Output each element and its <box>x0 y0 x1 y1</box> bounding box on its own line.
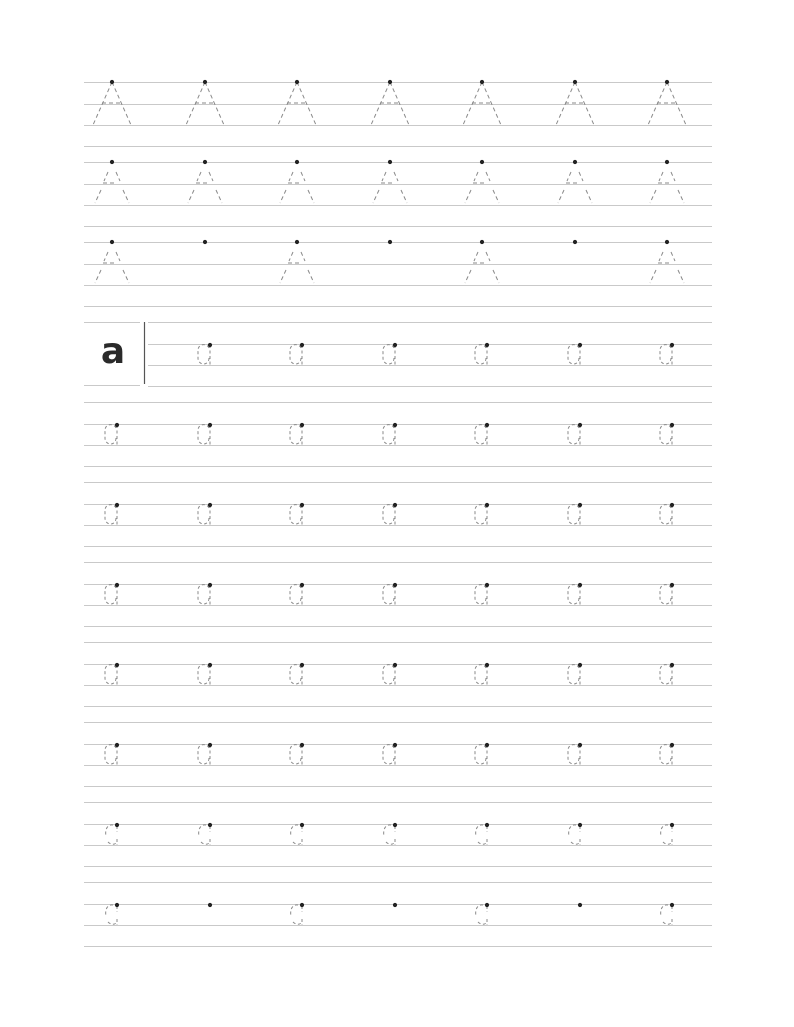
trace-stroke-bowl <box>475 665 486 684</box>
trace-stroke-bowl <box>661 905 668 916</box>
trace-stroke-bowl <box>476 825 483 836</box>
trace-stroke-bowl <box>475 745 486 764</box>
trace-stroke-right <box>301 172 305 181</box>
start-dot <box>300 583 304 587</box>
trace-stroke-left <box>280 190 286 203</box>
start-dot <box>208 503 212 507</box>
start-dot <box>115 503 119 507</box>
start-dot <box>110 80 114 84</box>
start-dot <box>110 160 114 164</box>
trace-stroke-bowl <box>568 425 579 444</box>
trace-stroke-left <box>197 172 201 181</box>
trace-stroke-bowl <box>198 585 209 604</box>
trace-stroke-left <box>382 172 386 181</box>
start-dot <box>670 743 674 747</box>
model-letter: a <box>100 331 126 372</box>
start-dot <box>115 743 119 747</box>
trace-stroke-bowl <box>476 905 483 916</box>
trace-stroke-bowl <box>660 345 671 364</box>
trace-stroke-bowl <box>198 665 209 684</box>
start-dot <box>573 160 577 164</box>
trace-stroke-right <box>671 252 675 261</box>
trace-stroke-bowl <box>660 665 671 684</box>
trace-stroke-right <box>123 190 129 203</box>
start-dot <box>670 343 674 347</box>
start-dot <box>578 663 582 667</box>
start-dot <box>480 80 484 84</box>
trace-stroke-right <box>308 270 314 283</box>
trace-stroke-left <box>474 252 478 261</box>
trace-stroke-bowl <box>478 922 487 924</box>
start-dot <box>665 80 669 84</box>
trace-stroke-bowl <box>290 665 301 684</box>
trace-stroke-bowl <box>105 425 116 444</box>
start-dot <box>670 823 674 827</box>
start-dot <box>115 823 119 827</box>
trace-stroke-bowl <box>290 585 301 604</box>
trace-stroke-right <box>390 82 409 125</box>
trace-stroke-bowl <box>105 505 116 524</box>
trace-stroke-bowl <box>105 745 116 764</box>
start-dot <box>300 823 304 827</box>
tracing-glyphs <box>93 80 686 925</box>
start-dot <box>485 343 489 347</box>
start-dot <box>388 80 392 84</box>
start-dot <box>393 743 397 747</box>
trace-stroke-right <box>209 172 213 181</box>
start-dot <box>393 663 397 667</box>
trace-stroke-bowl <box>383 665 394 684</box>
trace-stroke-bowl <box>105 665 116 684</box>
start-dot <box>300 343 304 347</box>
start-dot <box>670 503 674 507</box>
trace-stroke-right <box>401 190 407 203</box>
trace-stroke-bowl <box>199 825 206 836</box>
trace-stroke-right <box>493 190 499 203</box>
start-dot <box>485 663 489 667</box>
trace-stroke-bowl <box>293 842 302 844</box>
trace-stroke-left <box>465 190 471 203</box>
trace-stroke-bowl <box>198 745 209 764</box>
start-dot <box>203 80 207 84</box>
start-dot <box>578 823 582 827</box>
start-dot <box>388 240 392 244</box>
start-dot <box>578 743 582 747</box>
trace-stroke-right <box>586 190 592 203</box>
trace-stroke-bowl <box>291 905 298 916</box>
trace-stroke-left <box>373 190 379 203</box>
trace-stroke-right <box>671 172 675 181</box>
trace-stroke-bowl <box>661 825 668 836</box>
start-dot <box>300 743 304 747</box>
start-dot <box>480 240 484 244</box>
trace-stroke-right <box>205 82 224 125</box>
start-dot <box>665 240 669 244</box>
start-dot <box>208 423 212 427</box>
trace-stroke-bowl <box>568 505 579 524</box>
start-dot <box>208 823 212 827</box>
trace-stroke-bowl <box>291 825 298 836</box>
trace-stroke-bowl <box>571 842 580 844</box>
trace-stroke-right <box>297 82 316 125</box>
trace-stroke-right <box>486 252 490 261</box>
start-dot <box>115 423 119 427</box>
trace-stroke-left <box>280 270 286 283</box>
start-dot <box>203 240 207 244</box>
trace-stroke-bowl <box>660 585 671 604</box>
start-dot <box>115 583 119 587</box>
start-dot <box>300 423 304 427</box>
trace-stroke-bowl <box>108 922 117 924</box>
start-dot <box>573 240 577 244</box>
start-dot <box>300 503 304 507</box>
trace-stroke-bowl <box>475 505 486 524</box>
trace-stroke-right <box>486 172 490 181</box>
start-dot <box>295 160 299 164</box>
trace-stroke-left <box>104 252 108 261</box>
trace-stroke-right <box>575 82 594 125</box>
start-dot <box>393 343 397 347</box>
trace-stroke-bowl <box>383 425 394 444</box>
start-dot <box>573 80 577 84</box>
trace-stroke-bowl <box>478 842 487 844</box>
trace-stroke-bowl <box>290 425 301 444</box>
start-dot <box>208 583 212 587</box>
start-dot <box>208 663 212 667</box>
trace-stroke-bowl <box>568 665 579 684</box>
start-dot <box>208 743 212 747</box>
start-dot <box>485 823 489 827</box>
trace-stroke-bowl <box>568 345 579 364</box>
start-dot <box>578 903 582 907</box>
trace-stroke-bowl <box>383 345 394 364</box>
trace-stroke-right <box>116 172 120 181</box>
trace-stroke-right <box>678 190 684 203</box>
trace-stroke-right <box>678 270 684 283</box>
trace-stroke-left <box>659 172 663 181</box>
trace-stroke-bowl <box>383 585 394 604</box>
trace-stroke-left <box>95 190 101 203</box>
trace-stroke-bowl <box>386 842 395 844</box>
start-dot <box>388 160 392 164</box>
trace-stroke-bowl <box>568 745 579 764</box>
trace-stroke-bowl <box>475 425 486 444</box>
start-dot <box>393 423 397 427</box>
trace-stroke-left <box>650 190 656 203</box>
start-dot <box>115 903 119 907</box>
trace-stroke-bowl <box>663 922 672 924</box>
start-dot <box>480 160 484 164</box>
trace-stroke-bowl <box>660 745 671 764</box>
start-dot <box>578 343 582 347</box>
trace-stroke-right <box>301 252 305 261</box>
trace-stroke-bowl <box>384 825 391 836</box>
trace-stroke-right <box>579 172 583 181</box>
start-dot <box>670 903 674 907</box>
start-dot <box>485 583 489 587</box>
trace-stroke-left <box>474 172 478 181</box>
start-dot <box>300 663 304 667</box>
start-dot <box>393 583 397 587</box>
trace-stroke-right <box>308 190 314 203</box>
trace-stroke-bowl <box>290 505 301 524</box>
trace-stroke-bowl <box>569 825 576 836</box>
trace-stroke-right <box>482 82 501 125</box>
guide-lines <box>84 83 712 947</box>
start-dot <box>208 343 212 347</box>
trace-stroke-right <box>394 172 398 181</box>
trace-stroke-bowl <box>108 842 117 844</box>
trace-stroke-left <box>650 270 656 283</box>
start-dot <box>485 743 489 747</box>
trace-stroke-bowl <box>663 842 672 844</box>
start-dot <box>485 423 489 427</box>
trace-stroke-left <box>558 190 564 203</box>
trace-stroke-bowl <box>383 505 394 524</box>
trace-stroke-bowl <box>201 842 210 844</box>
trace-stroke-left <box>95 270 101 283</box>
trace-stroke-bowl <box>383 745 394 764</box>
trace-stroke-right <box>493 270 499 283</box>
trace-stroke-left <box>289 252 293 261</box>
trace-stroke-left <box>104 172 108 181</box>
trace-stroke-bowl <box>198 345 209 364</box>
start-dot <box>295 240 299 244</box>
start-dot <box>115 663 119 667</box>
start-dot <box>670 663 674 667</box>
start-dot <box>670 583 674 587</box>
start-dot <box>203 160 207 164</box>
start-dot <box>393 503 397 507</box>
start-dot <box>578 423 582 427</box>
trace-stroke-bowl <box>475 345 486 364</box>
trace-stroke-bowl <box>105 585 116 604</box>
trace-stroke-right <box>216 190 222 203</box>
trace-stroke-bowl <box>660 505 671 524</box>
trace-stroke-bowl <box>568 585 579 604</box>
trace-stroke-right <box>116 252 120 261</box>
trace-stroke-bowl <box>660 425 671 444</box>
trace-stroke-left <box>567 172 571 181</box>
start-dot <box>208 903 212 907</box>
trace-stroke-right <box>123 270 129 283</box>
trace-stroke-left <box>659 252 663 261</box>
trace-stroke-bowl <box>475 585 486 604</box>
start-dot <box>300 903 304 907</box>
start-dot <box>670 423 674 427</box>
start-dot <box>578 503 582 507</box>
start-dot <box>665 160 669 164</box>
trace-stroke-left <box>188 190 194 203</box>
start-dot <box>485 503 489 507</box>
start-dot <box>578 583 582 587</box>
trace-stroke-bowl <box>106 905 113 916</box>
trace-stroke-left <box>465 270 471 283</box>
trace-stroke-bowl <box>198 505 209 524</box>
trace-stroke-left <box>289 172 293 181</box>
trace-stroke-bowl <box>293 922 302 924</box>
trace-stroke-bowl <box>290 345 301 364</box>
start-dot <box>110 240 114 244</box>
trace-stroke-bowl <box>106 825 113 836</box>
trace-stroke-bowl <box>290 745 301 764</box>
trace-stroke-bowl <box>198 425 209 444</box>
start-dot <box>393 823 397 827</box>
start-dot <box>295 80 299 84</box>
trace-stroke-right <box>667 82 686 125</box>
start-dot <box>485 903 489 907</box>
trace-stroke-right <box>112 82 131 125</box>
start-dot <box>393 903 397 907</box>
